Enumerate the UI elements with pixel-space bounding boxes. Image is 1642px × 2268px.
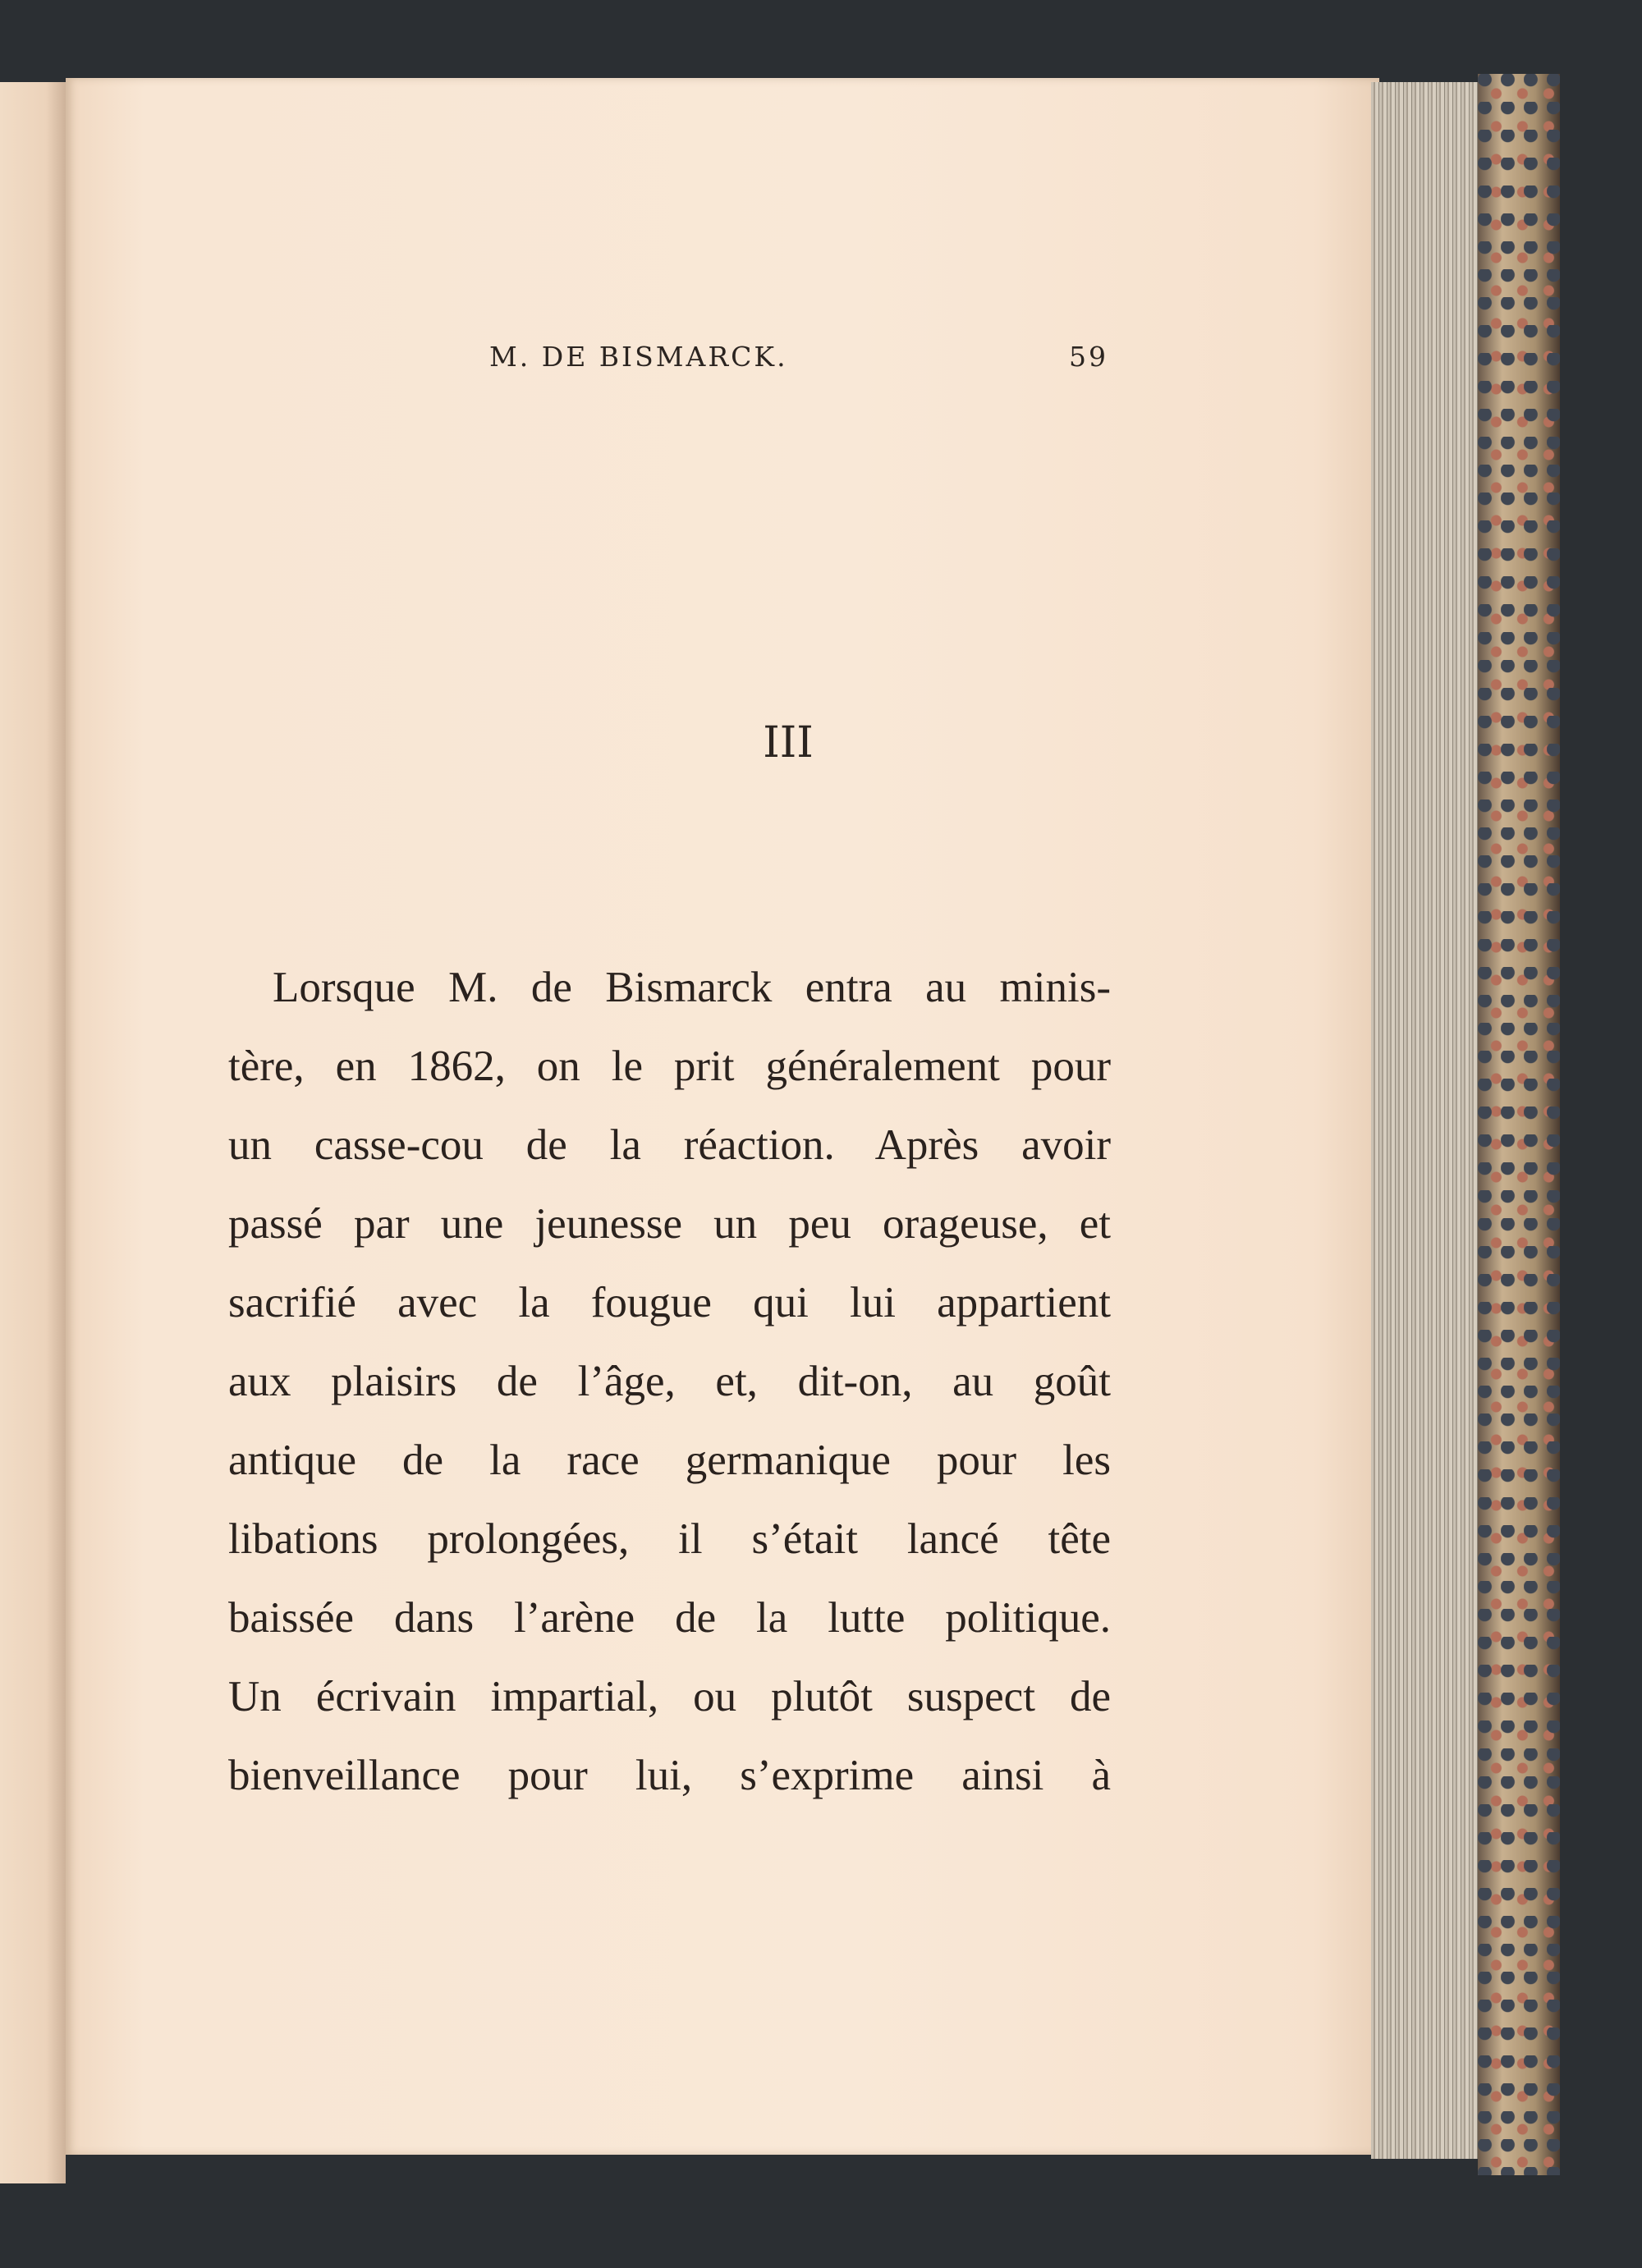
text-line <box>228 1578 1111 1657</box>
text-line-content: bienveillance pour lui, s’exprime ainsi à <box>228 1752 1111 1799</box>
body-text <box>228 948 1111 1815</box>
text-line-content: aux plaisirs de l’âge, et, dit-on, au goût <box>228 1358 1111 1405</box>
text-line <box>228 1421 1111 1500</box>
text-line-content: sacrifié avec la fougue qui lui appartient <box>228 1279 1111 1326</box>
text-line-content: libations prolongées, il s’était lancé tête <box>228 1515 1111 1563</box>
marbled-cover-edge <box>1478 74 1560 2175</box>
text-line <box>228 948 1111 1027</box>
text-line <box>228 1736 1111 1815</box>
text-line <box>228 1657 1111 1736</box>
text-line <box>228 1500 1111 1578</box>
text-line-content: Un écrivain impartial, ou plutôt suspect de <box>228 1673 1111 1720</box>
text-line-content: antique de la race germanique pour les <box>228 1436 1111 1484</box>
facing-page-edge <box>0 82 66 2183</box>
page-number: 59 <box>1069 341 1108 373</box>
text-line <box>228 1027 1111 1106</box>
text-line-content: tère, en 1862, on le prit généralement pour <box>228 1042 1111 1090</box>
text-line <box>228 1342 1111 1421</box>
text-line <box>228 1263 1111 1342</box>
text-line-content: Lorsque M. de Bismarck entra au minis- <box>273 964 1111 1011</box>
chapter-heading <box>0 718 1642 767</box>
chapter-numeral: III <box>763 718 814 767</box>
text-line-content: baissée dans l’arène de la lutte politique. <box>228 1594 1111 1642</box>
text-line-content: passé par une jeunesse un peu orageuse, et <box>228 1200 1111 1248</box>
page-fore-edge <box>1371 82 1486 2159</box>
running-title: M. DE BISMARCK. <box>489 341 788 373</box>
text-line <box>228 1184 1111 1263</box>
text-line <box>228 1106 1111 1184</box>
text-line-content: un casse-cou de la réaction. Après avoir <box>228 1121 1111 1169</box>
